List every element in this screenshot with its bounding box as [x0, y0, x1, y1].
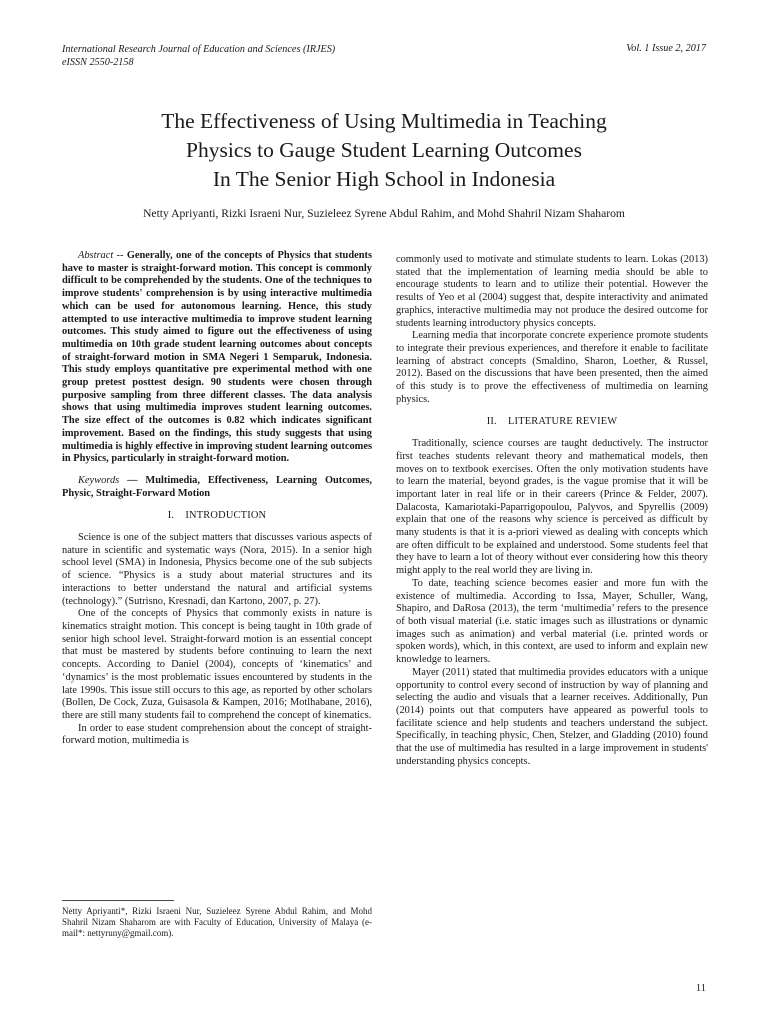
page-number: 11 — [695, 983, 706, 994]
body-paragraph: Learning media that incorporate concrete experience promote students to integrate their previous experiences, and therefore it enable to facilitate learning of abstract concepts (Smaldino, Sharon, Loether, & Russel, 2012). Based on the discussions that have been presented, then the aimed of this study is to prove the effectiveness of multimedia on learning physics. — [396, 330, 708, 405]
journal-header — [62, 43, 335, 69]
author-list: Netty Apriyanti, Rizki Israeni Nur, Suzieleez Syrene Abdul Rahim, and Mohd Shahril Nizam Shaharom — [143, 207, 625, 220]
keywords — [62, 475, 372, 500]
intro-paragraph: Science is one of the subject matters that discusses various aspects of nature in scientific and systematic ways (Nora, 2015). In a senior high school level (SMA) in Indonesia, Physics become one of the sub subjects of science. “Physics is a study about material structures and its interactions to better understand the natural and artificial systems (technology).” (Sutrisno, Kresnadi, dan Kartono, 2007, p. 27). — [62, 532, 372, 607]
abstract-label: Abstract -- — [78, 250, 124, 261]
left-column — [62, 250, 372, 748]
journal-volume: Vol. 1 Issue 2, 2017 — [626, 43, 706, 54]
footnote-rule — [62, 900, 174, 901]
abstract — [62, 250, 372, 466]
section-heading-literature-review: II. LITERATURE REVIEW — [486, 416, 618, 428]
journal-name: International Research Journal of Education and Sciences (IRJES) — [62, 44, 336, 55]
title-line: The Effectiveness of Using Multimedia in Teaching — [161, 109, 607, 133]
keywords-dash: — — [127, 474, 138, 486]
keywords-text: Multimedia, Effectiveness, Learning Outcomes, Physic, Straight-Forward Motion — [62, 474, 372, 499]
title-line: Physics to Gauge Student Learning Outcomes — [186, 138, 582, 162]
body-paragraph: commonly used to motivate and stimulate students to learn. Lokas (2013) stated that the implementation of learning media should be able to encourage students to learn and to utilize their potential. However the results of Yeo et al (2004) suggest that, despite interactivity and animated graphics, interactive multimedia may not produce the desired outcome for students learning introductory physics concepts. — [396, 254, 708, 329]
paper-title — [0, 107, 768, 194]
section-heading-introduction: I. INTRODUCTION — [167, 510, 267, 522]
journal-issn: eISSN 2550-2158 — [62, 57, 134, 68]
intro-paragraph: In order to ease student comprehension about the concept of straight-forward motion, multimedia is — [62, 722, 372, 747]
right-column — [396, 254, 708, 768]
keywords-label: Keywords — [78, 474, 120, 486]
body-paragraph: Mayer (2011) stated that multimedia provides educators with a unique opportunity to control every second of instruction by way of planning and selecting the audio and visuals that a learner receives. Additionally, Pun (2014) points out that computers have appeared as powerful tools to facilitate science and help students and teachers understand the subject. Specifically, in teaching physic, Chen, Stelzer, and Gladding (2010) found that the use of multimedia has resulted in a large improvement in students' understanding physics concepts. — [396, 666, 708, 767]
body-paragraph: Traditionally, science courses are taught deductively. The instructor first teaches students relevant theory and mathematical models, then moves on to textbook exercises. Often the only motivation students have to learn the material, beyond grades, is the vague promise that it will be important later in real life or in their careers (Prince & Felder, 2007). Dalacosta, Kamariotaki-Paparrigopoulou, Palyvos, and Spyrellis (2009) explain that one of the reasons why science is perceived as difficult by many students is that it is a-priori viewed as dealing with concepts which are often difficult to be explained and understood. Some students feel that they have to learn a lot of theory without ever considering how this theory might apply to the real world they are living in. — [396, 438, 708, 577]
body-paragraph: To date, teaching science becomes easier and more fun with the existence of multimedia. According to Issa, Mayer, Schuller, Wang, Shapiro, and DaRosa (2013), the term ‘multimedia’ refers to the presence of both visual material (i.e. static images such as illustrations or dynamic images such as animation) and verbal material (i.e. printed words or spoken words), which, in this context, are used to inform and explain new knowledge to learners. — [396, 577, 708, 666]
author-footnote: Netty Apriyanti*, Rizki Israeni Nur, Suzieleez Syrene Abdul Rahim, and Mohd Shahril Nizam Shaharom are with Faculty of Education, University of Malaya (e-mail*: nettyruny@gmail.com). — [62, 906, 372, 939]
title-line: In The Senior High School in Indonesia — [212, 167, 556, 191]
abstract-text: Generally, one of the concepts of Physics that students have to master is straight-forward motion. This concept is commonly difficult to be comprehended by the students. One of the techniques to improve students' comprehension is by using interactive multimedia which can be used for autonomous learning. Hence, this study attempted to use interactive multimedia to improve student learning outcomes. This study aimed to figure out the effectiveness of using multimedia on 10th grade student learning outcomes about concepts of straight-forward motion in SMA Negeri 1 Semparuk, Indonesia. This study employs quantitative pre experimental method with one group pretest posttest design. 90 students were chosen through purposive sampling from three different classes. The data analysis shows that using multimedia improves student learning outcomes. The size effect of the outcomes is 0.82 which indicates significant improvement. Based on the findings, this study suggests that using multimedia is highly effective in improving student learning outcomes in Physics, particularly in straight-forward motion. — [62, 250, 372, 465]
intro-paragraph: One of the concepts of Physics that commonly exists in nature is kinematics straight motion. This concept is being taught in 10th grade of senior high school level. Straight-forward motion is an essential concept that must be mastered by students before continuing to learn the next concepts. According to Daniel (2004), concepts of ‘kinematics’ and ‘dynamics’ is the most problematic issues encountered by students in the late 1990s. This issue still occurs to this age, as reported by other scholars (Bollen, De Cock, Zuza, Guisasola & Kampen, 2016; Motlhabane, 2016), there are still many students fail to comprehend the concept of kinematics. — [62, 608, 372, 721]
